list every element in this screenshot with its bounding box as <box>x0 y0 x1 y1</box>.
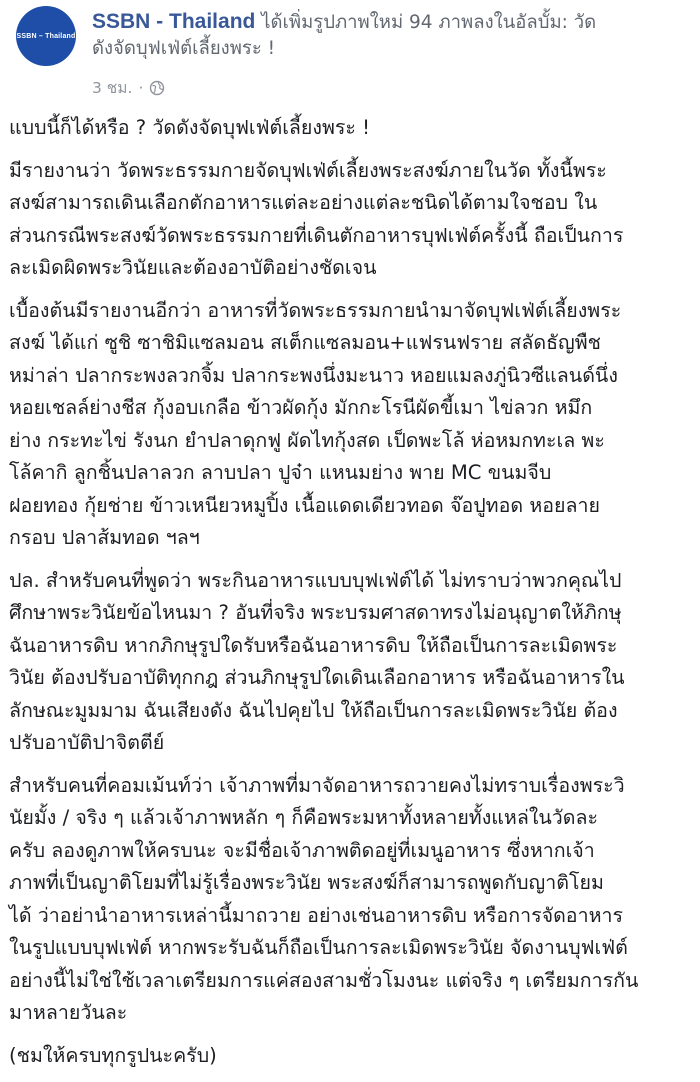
post-paragraph <box>9 1040 693 1073</box>
post-text-line: โล้คากิ ลูกชิ้นปลาลวก ลาบปลา ปูจ๋า แหนมย่าง พาย MC ขนมจีบ <box>9 461 552 484</box>
post-text-line: สงฆ์สามารถเดินเลือกตักอาหารแต่ละอย่างแต่ละชนิดได้ตามใจชอบ ใน <box>9 191 598 214</box>
album-name-link[interactable]: ดังจัดบุฟเฟ่ต์เลี้ยงพระ ! <box>92 38 276 59</box>
post-text-line: นัยมั้ง / จริง ๆ แล้วเจ้าภาพหลัก ๆ ก็คือพระมหาทั้งหลายทั้งแหล่ในวัดละ <box>9 806 599 829</box>
post-text-line: หอยเชลล์ย่างชีส กุ้งอบเกลือ ข้าวผัดกุ้ง มักกะโรนีผัดขี้เมา ไข่ลวก หมึก <box>9 396 593 419</box>
post-text-line: ละเมิดผิดพระวินัยและต้องอาบัติอย่างชัดเจน <box>9 256 377 279</box>
post-text-line: อย่างนี้ไม่ใช่ใช้เวลาเตรียมการแค่สองสามชั่วโมงนะ แต่จริง ๆ เตรียมการกัน <box>9 968 639 992</box>
post-action-text[interactable]: ได้เพิ่มรูปภาพใหม่ 94 ภาพลงในอัลบั้ม: วัด <box>255 12 597 33</box>
avatar-logo-text: SSBN – Thailand <box>16 32 76 40</box>
post-paragraph <box>9 565 693 760</box>
post-text-line: สำหรับคนที่คอมเม้นท์ว่า เจ้าภาพที่มาจัดอาหารถวายคงไม่ทราบเรื่องพระวิ <box>9 773 625 797</box>
post-text-line: มีรายงานว่า วัดพระธรรมกายจัดบุฟเฟ่ต์เลี้ยงพระสงฆ์ภายในวัด ทั้งนี้พระ <box>9 158 607 182</box>
post-text-line: ครับ ลองดูภาพให้ครบนะ จะมีชื่อเจ้าภาพติดอยู่ที่เมนูอาหาร ซึ่งหากเจ้า <box>9 838 595 862</box>
post-header-text <box>92 9 682 62</box>
post-text-line: ภาพที่เป็นญาติโยมที่ไม่รู้เรื่องพระวินัย พระสงฆ์ก็สามารถพูดกับญาติโยม <box>9 871 604 894</box>
post-paragraph <box>9 295 693 555</box>
post-text-line: ปรับอาบัติปาจิตตีย์ <box>9 731 165 754</box>
post-text-line: ในรูปแบบบุฟเฟ่ต์ หากพระรับฉันก็ถือเป็นการละเมิดพระวินัย จัดงานบุฟเฟ่ต์ <box>9 936 628 959</box>
post-header <box>8 0 686 100</box>
post-text-line: หม่าล่า ปลากระพงลวกจิ้ม ปลากระพงนึ่งมะนาว หอยแมลงภู่นิวซีแลนด์นึ่ง <box>9 363 618 387</box>
post-text-line: เบื้องต้นมีรายงานอีกว่า อาหารที่วัดพระธรรมกายนำมาจัดบุฟเฟ่ต์เลี้ยงพระ <box>9 298 622 322</box>
post-text-line: ได้ ว่าอย่านำอาหารเหล่านี้มาถวาย อย่างเช่นอาหารดิบ หรือการจัดอาหาร <box>9 903 624 927</box>
globe-icon[interactable] <box>149 80 165 96</box>
post-meta <box>92 75 165 100</box>
post-paragraph <box>9 770 693 1030</box>
post-text-line: แบบนี้ก็ได้หรือ ? วัดดังจัดบุฟเฟ่ต์เลี้ยงพระ ! <box>9 116 371 139</box>
post-text-line: มาหลายวันละ <box>9 1001 128 1024</box>
post-text-line: ฝอยทอง กุ้ยช่าย ข้าวเหนียวหมูปิ้ง เนื้อแดดเดียวทอด จ๊อปูทอด หอยลาย <box>9 493 600 517</box>
post-text-line: ฉันอาหารดิบ หากภิกษุรูปใดรับหรือฉันอาหารดิบ ให้ถือเป็นการละเมิดพระ <box>9 633 618 657</box>
post-text-line: ส่วนกรณีพระสงฆ์วัดพระธรรมกายที่เดินตักอาหารบุฟเฟ่ต์ครั้งนี้ ถือเป็นการ <box>9 223 624 247</box>
post-paragraph <box>9 112 693 145</box>
post-text-line: ลักษณะมูมมาม ฉันเสียงดัง ฉันไปคุยไป ให้ถือเป็นการละเมิดพระวินัย ต้อง <box>9 698 618 722</box>
meta-separator: · <box>138 78 144 97</box>
post-text-line: ปล. สำหรับคนที่พูดว่า พระกินอาหารแบบบุฟเฟ่ต์ได้ ไม่ทราบว่าพวกคุณไป <box>9 568 622 592</box>
post-text-line: ย่าง กระทะไข่ รังนก ยำปลาดุกฟู ผัดไทกุ้งสด เป็ดพะโล้ ห่อหมกทะเล พะ <box>9 428 605 452</box>
post-text-line: สงฆ์ ได้แก่ ซูชิ ซาชิมิแซลมอน สเต็กแซลมอน+แฟรนฟราย สลัดธัญพืช <box>9 331 601 354</box>
post-text-line: กรอบ ปลาส้มทอด ฯลฯ <box>9 526 200 549</box>
page-avatar[interactable] <box>16 6 76 66</box>
post-text-line: วินัย ต้องปรับอาบัติทุกกฎ ส่วนภิกษุรูปใดเดินเลือกอาหาร หรือฉันอาหารใน <box>9 666 625 689</box>
post-text-line: ศึกษาพระวินัยข้อไหนมา ? อันที่จริง พระบรมศาสดาทรงไม่อนุญาตให้ภิกษุ <box>9 601 622 624</box>
post-timestamp[interactable]: 3 ชม. <box>92 79 133 97</box>
post-text-line: (ชมให้ครบทุกรูปนะครับ) <box>9 1043 217 1067</box>
post-paragraph <box>9 155 693 285</box>
post-body <box>9 112 693 1082</box>
page-name-link[interactable]: SSBN - Thailand <box>92 10 256 33</box>
